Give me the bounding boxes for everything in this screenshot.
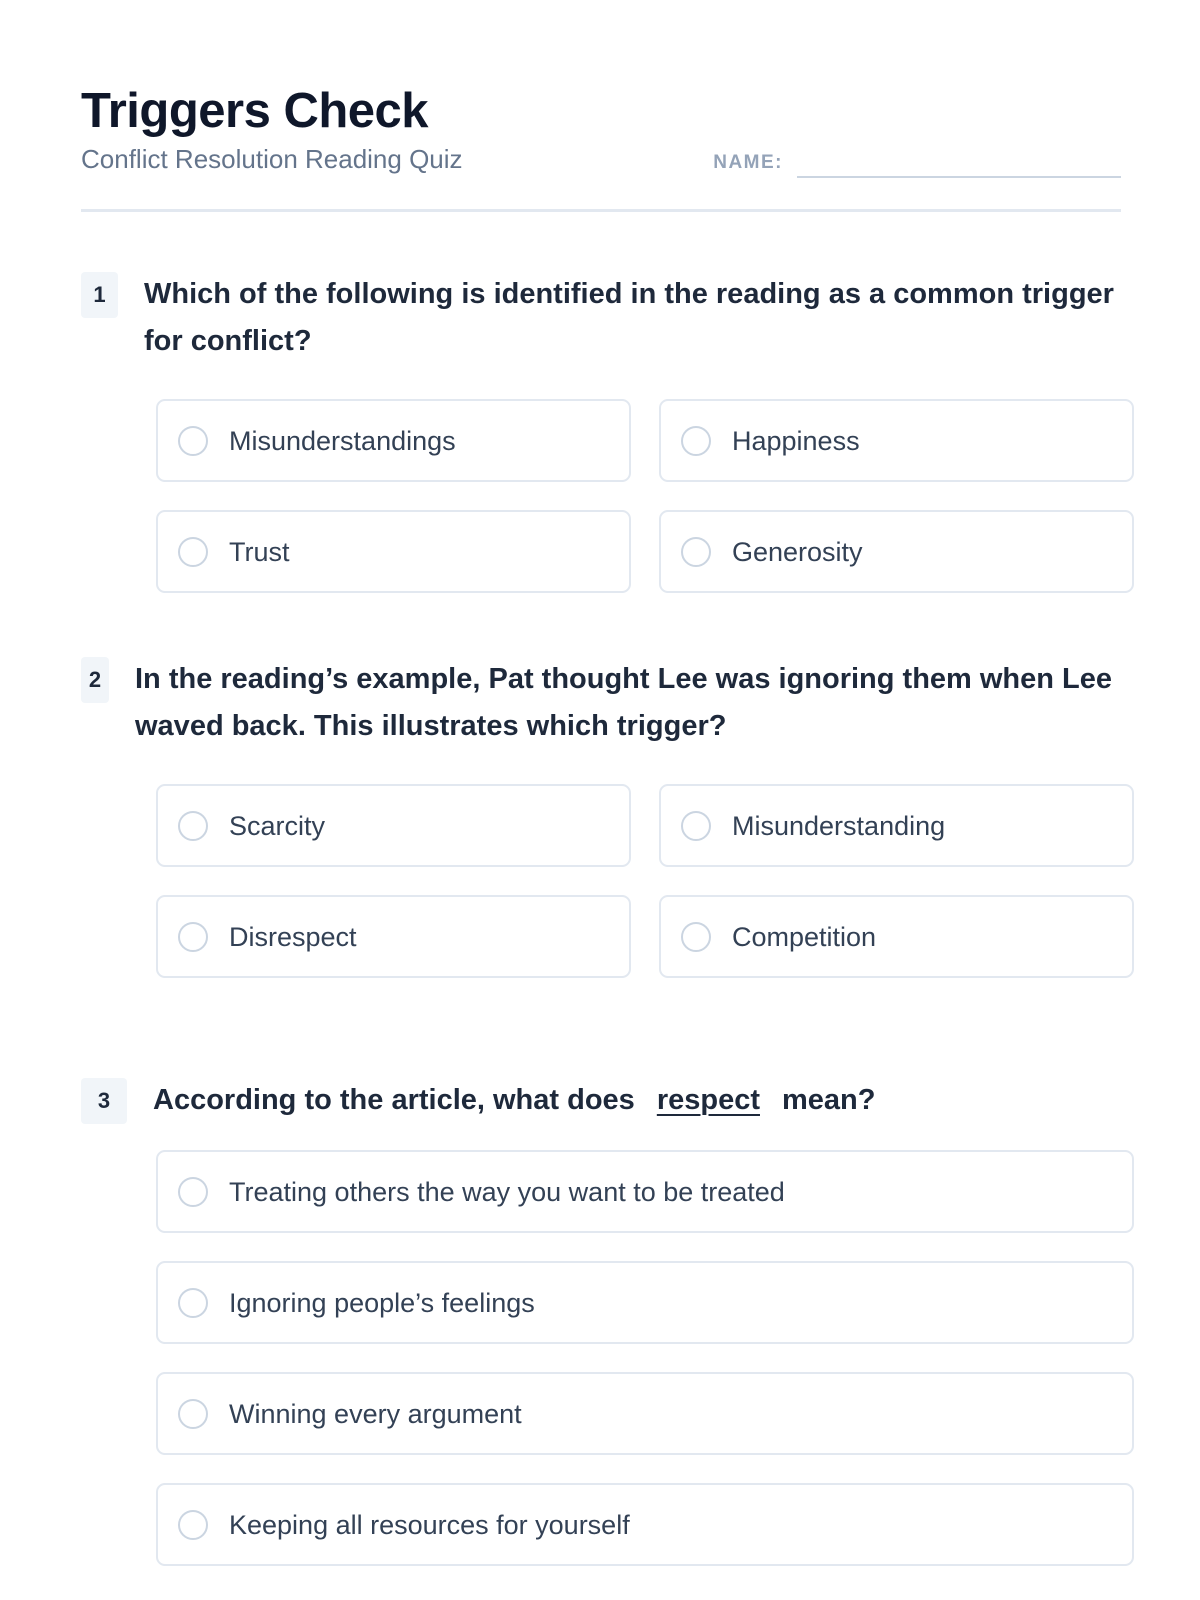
answer-option[interactable] (156, 1372, 1134, 1455)
answer-option[interactable] (156, 1483, 1134, 1566)
question-3 (81, 1078, 1121, 1566)
radio-button[interactable] (178, 1510, 208, 1540)
answer-option[interactable] (659, 784, 1134, 867)
radio-button[interactable] (681, 811, 711, 841)
answer-option[interactable] (659, 895, 1134, 978)
radio-button[interactable] (178, 1177, 208, 1207)
answer-option[interactable] (156, 1150, 1134, 1233)
question-text: Which of the following is identified in the reading as a common trigger for conflict? (144, 278, 1114, 357)
option-label: Scarcity (229, 810, 326, 841)
page-title: Triggers Check (81, 84, 429, 138)
quiz-header (81, 82, 1121, 212)
question-keyword: respect (656, 1084, 760, 1116)
option-label: Happiness (732, 425, 860, 456)
question-number-badge: 3 (81, 1078, 127, 1124)
name-block (713, 146, 1121, 178)
question-text-before: According to the article, what does (153, 1084, 635, 1116)
question-number-badge: 1 (81, 272, 118, 318)
answer-options (156, 1150, 1121, 1566)
option-label: Trust (229, 536, 290, 567)
answer-option[interactable] (156, 510, 631, 593)
answer-options (156, 399, 1121, 593)
page-subtitle: Conflict Resolution Reading Quiz (81, 144, 463, 174)
radio-button[interactable] (178, 811, 208, 841)
question-1 (81, 272, 1121, 593)
answer-option[interactable] (156, 784, 631, 867)
question-2 (81, 657, 1121, 978)
option-label: Misunderstanding (732, 810, 946, 841)
option-label: Disrespect (229, 921, 357, 952)
option-label: Keeping all resources for yourself (229, 1509, 630, 1540)
option-label: Generosity (732, 536, 863, 567)
option-label: Winning every argument (229, 1398, 522, 1429)
radio-button[interactable] (681, 922, 711, 952)
question-text (153, 1077, 875, 1124)
option-label: Misunderstandings (229, 425, 456, 456)
radio-button[interactable] (681, 537, 711, 567)
answer-option[interactable] (156, 895, 631, 978)
question-number-badge: 2 (81, 657, 109, 703)
radio-button[interactable] (178, 1288, 208, 1318)
answer-option[interactable] (156, 1261, 1134, 1344)
question-text-after: mean? (781, 1084, 876, 1116)
answer-options (156, 784, 1121, 978)
option-label: Ignoring people’s feelings (229, 1287, 535, 1318)
radio-button[interactable] (178, 1399, 208, 1429)
answer-option[interactable] (659, 399, 1134, 482)
radio-button[interactable] (178, 537, 208, 567)
name-label: NAME: (713, 152, 783, 173)
option-label: Treating others the way you want to be treated (229, 1176, 785, 1207)
question-text: In the reading’s example, Pat thought Lee was ignoring them when Lee waved back. This illustrates which trigger? (135, 663, 1113, 742)
name-field[interactable] (797, 146, 1121, 178)
radio-button[interactable] (681, 426, 711, 456)
radio-button[interactable] (178, 922, 208, 952)
radio-button[interactable] (178, 426, 208, 456)
answer-option[interactable] (659, 510, 1134, 593)
answer-option[interactable] (156, 399, 631, 482)
option-label: Competition (732, 921, 877, 952)
